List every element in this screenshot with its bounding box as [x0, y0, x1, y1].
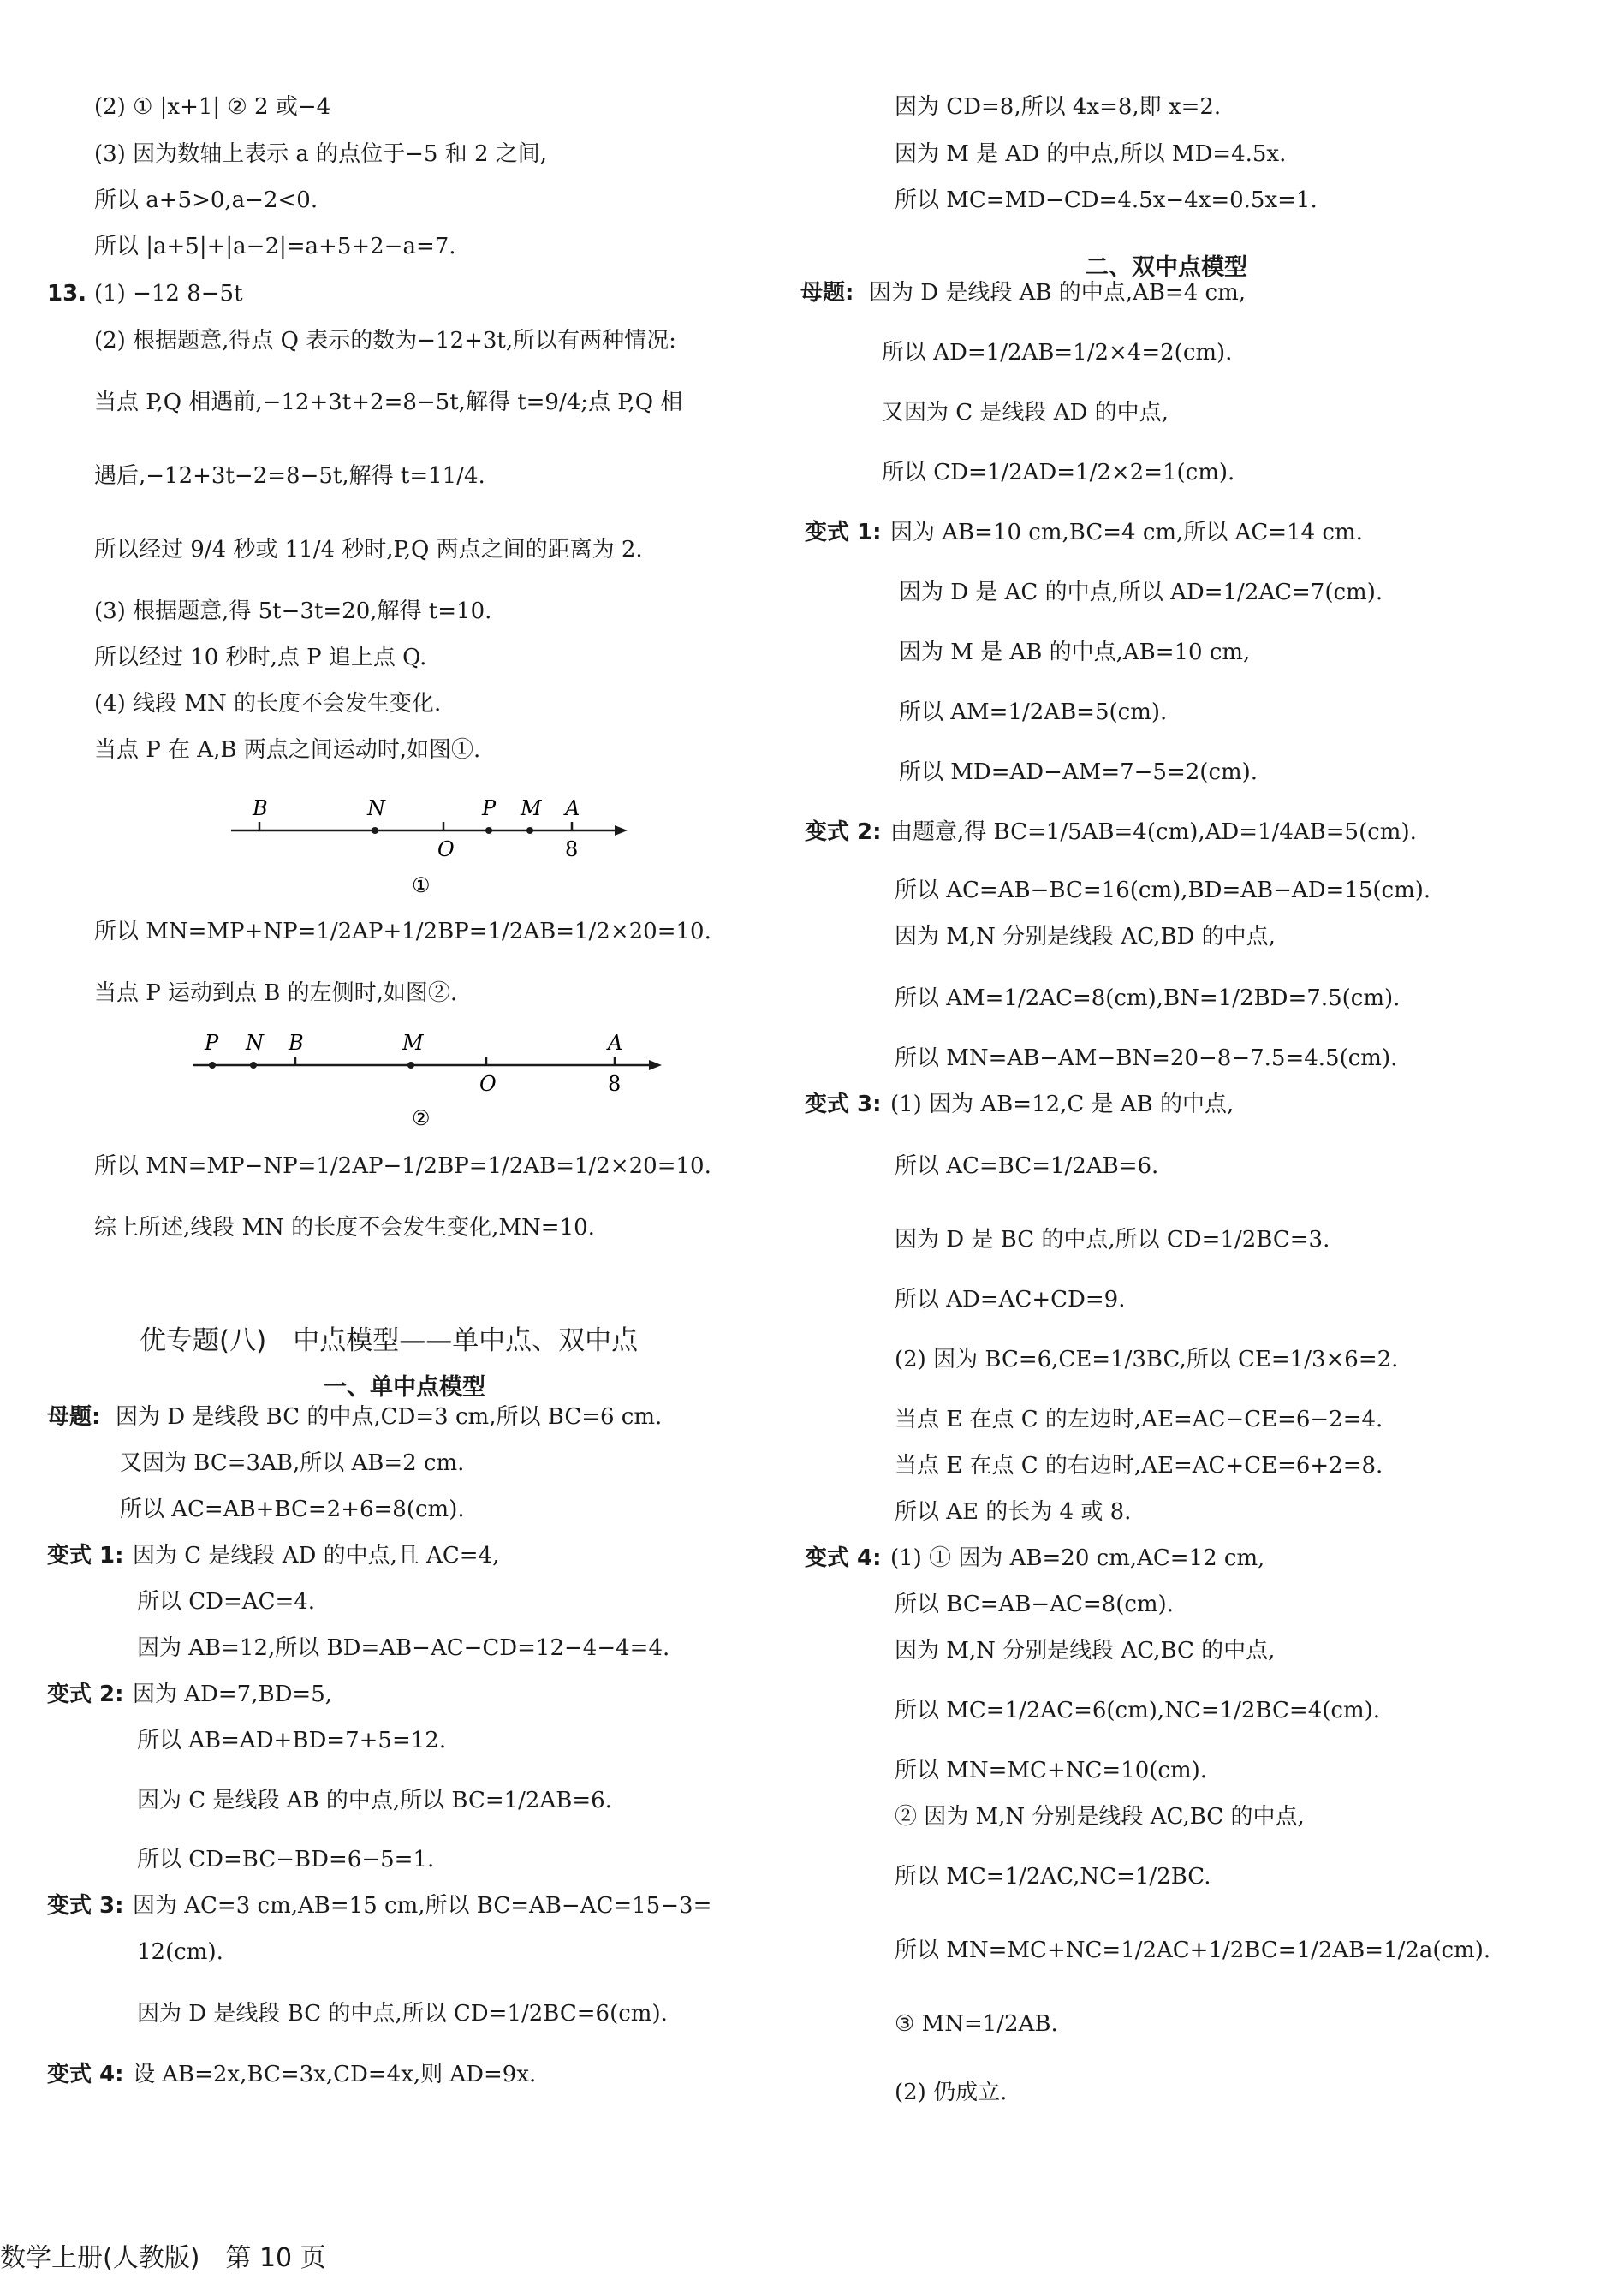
right-text-line: 所以 AM=1/2AB=5(cm). — [899, 699, 1168, 725]
right-text-line: 所以 MN=AB−AM−BN=20−8−7.5=4.5(cm). — [895, 1045, 1398, 1071]
left-text-line: 设 AB=2x,BC=3x,CD=4x,则 AD=9x. — [133, 2062, 537, 2087]
right-text-line: (2) 因为 BC=6,CE=1/3BC,所以 CE=1/3×6=2. — [895, 1347, 1399, 1372]
right-text-line: (1) 因为 AB=12,C 是 AB 的中点, — [890, 1092, 1234, 1117]
left-text-line: 因为 AD=7,BD=5, — [133, 1682, 333, 1707]
left-text-line: 因为 AC=3 cm,AB=15 cm,所以 BC=AB−AC=15−3= — [133, 1893, 712, 1919]
left-text-line: (3) 根据题意,得 5t−3t=20,解得 t=10. — [94, 598, 492, 624]
variant-label: 母题: — [47, 1404, 101, 1430]
right-text-line: 所以 AM=1/2AC=8(cm),BN=1/2BD=7.5(cm). — [895, 985, 1401, 1011]
right-text-line: 所以 CD=1/2AD=1/2×2=1(cm). — [882, 460, 1235, 485]
number-line-figure-2 — [184, 1027, 663, 1139]
subsection-single-midpoint: 一、单中点模型 — [324, 1374, 485, 1401]
variant-label: 变式 1: — [805, 520, 882, 545]
subsection-double-midpoint: 二、双中点模型 — [1086, 254, 1247, 281]
left-text-line: 所以 |a+5|+|a−2|=a+5+2−a=7. — [94, 234, 456, 259]
right-text-line: 所以 MD=AD−AM=7−5=2(cm). — [899, 759, 1258, 785]
fig1-label-P: P — [482, 796, 497, 820]
left-text-line: (2) 根据题意,得点 Q 表示的数为−12+3t,所以有两种情况: — [94, 328, 676, 354]
page-footer: 数学上册(人教版) 第 10 页 — [0, 2243, 326, 2273]
left-text-line: 综上所述,线段 MN 的长度不会发生变化,MN=10. — [94, 1215, 595, 1241]
left-text-line: 所以经过 10 秒时,点 P 追上点 Q. — [94, 645, 427, 670]
right-text-line: 所以 MC=1/2AC=6(cm),NC=1/2BC=4(cm). — [895, 1698, 1381, 1723]
right-text-line: 所以 AD=AC+CD=9. — [895, 1287, 1126, 1313]
left-text-line: 所以 a+5>0,a−2<0. — [94, 188, 318, 213]
fig1-tick-8: 8 — [565, 837, 579, 861]
right-text-line: 又因为 C 是线段 AD 的中点, — [882, 400, 1169, 426]
left-text-line: 因为 C 是线段 AB 的中点,所以 BC=1/2AB=6. — [137, 1788, 612, 1813]
right-text-line: ② 因为 M,N 分别是线段 AC,BC 的中点, — [895, 1804, 1305, 1830]
fig2-caption: ② — [412, 1106, 431, 1130]
right-text-line: 所以 AC=AB−BC=16(cm),BD=AB−AD=15(cm). — [895, 878, 1431, 903]
variant-label: 变式 2: — [47, 1682, 124, 1707]
variant-label: 变式 4: — [47, 2062, 124, 2087]
fig2-label-N: N — [246, 1031, 264, 1055]
variant-label: 变式 2: — [805, 819, 882, 845]
right-text-line: 所以 BC=AB−AC=8(cm). — [895, 1592, 1174, 1617]
fig1-caption: ① — [412, 873, 431, 897]
section-title: 优专题(八) 中点模型——单中点、双中点 — [140, 1325, 639, 1356]
left-text-line: (1) −12 8−5t — [94, 281, 243, 307]
left-text-line: 所以 AC=AB+BC=2+6=8(cm). — [120, 1497, 465, 1522]
right-text-line: 所以 MN=MC+NC=10(cm). — [895, 1758, 1208, 1783]
left-text-line: 又因为 BC=3AB,所以 AB=2 cm. — [120, 1450, 465, 1476]
right-text-line: 所以 AE 的长为 4 或 8. — [895, 1499, 1132, 1525]
right-text-line: 所以 AC=BC=1/2AB=6. — [895, 1153, 1159, 1179]
fig2-label-P: P — [205, 1031, 219, 1055]
right-text-line: 因为 M 是 AD 的中点,所以 MD=4.5x. — [895, 141, 1287, 167]
left-text-line: 因为 D 是线段 BC 的中点,CD=3 cm,所以 BC=6 cm. — [116, 1404, 663, 1430]
right-text-line: 所以 AD=1/2AB=1/2×4=2(cm). — [882, 340, 1233, 366]
left-text-line: 因为 D 是线段 BC 的中点,所以 CD=1/2BC=6(cm). — [137, 2001, 668, 2027]
number-line-figure-1 — [218, 795, 629, 906]
left-text-line: 当点 P 运动到点 B 的左侧时,如图②. — [94, 980, 458, 1006]
variant-label: 变式 4: — [805, 1545, 882, 1571]
right-text-line: 因为 M,N 分别是线段 AC,BD 的中点, — [895, 924, 1276, 949]
left-text-line: 当点 P,Q 相遇前,−12+3t+2=8−5t,解得 t=9/4;点 P,Q 相 — [94, 390, 683, 415]
left-text-line: 所以 AB=AD+BD=7+5=12. — [137, 1728, 447, 1753]
fig2-label-B: B — [289, 1031, 304, 1055]
left-text-line: 当点 P 在 A,B 两点之间运动时,如图①. — [94, 737, 481, 763]
fig2-label-M: M — [402, 1031, 424, 1055]
right-text-line: 因为 D 是 AC 的中点,所以 AD=1/2AC=7(cm). — [899, 580, 1383, 605]
right-text-line: 因为 D 是 BC 的中点,所以 CD=1/2BC=3. — [895, 1227, 1330, 1253]
right-text-line: 所以 MN=MC+NC=1/2AC+1/2BC=1/2AB=1/2a(cm). — [895, 1938, 1491, 1963]
right-text-line: 因为 CD=8,所以 4x=8,即 x=2. — [895, 94, 1222, 120]
variant-label: 母题: — [800, 280, 854, 306]
left-text-line: (3) 因为数轴上表示 a 的点位于−5 和 2 之间, — [94, 141, 548, 167]
variant-label: 变式 1: — [47, 1543, 124, 1569]
left-text-line: 因为 AB=12,所以 BD=AB−AC−CD=12−4−4=4. — [137, 1635, 670, 1661]
variant-label: 变式 3: — [47, 1893, 124, 1919]
right-text-line: 因为 M 是 AB 的中点,AB=10 cm, — [899, 640, 1251, 665]
left-text-line: (2) ① |x+1| ② 2 或−4 — [94, 94, 331, 120]
right-text-line: (1) ① 因为 AB=20 cm,AC=12 cm, — [890, 1545, 1265, 1571]
left-text-line: 所以经过 9/4 秒或 11/4 秒时,P,Q 两点之间的距离为 2. — [94, 537, 643, 563]
left-text-line: 因为 C 是线段 AD 的中点,且 AC=4, — [133, 1543, 500, 1569]
fig2-label-O: O — [479, 1072, 497, 1096]
right-text-line: 所以 MC=1/2AC,NC=1/2BC. — [895, 1864, 1211, 1890]
variant-label: 变式 3: — [805, 1092, 882, 1117]
fig1-label-A: A — [565, 796, 580, 820]
right-text-line: 因为 AB=10 cm,BC=4 cm,所以 AC=14 cm. — [890, 520, 1363, 545]
left-text-line: 所以 MN=MP−NP=1/2AP−1/2BP=1/2AB=1/2×20=10. — [94, 1153, 711, 1179]
right-text-line: ③ MN=1/2AB. — [895, 2011, 1058, 2037]
right-text-line: 因为 D 是线段 AB 的中点,AB=4 cm, — [869, 280, 1246, 306]
right-text-line: 所以 MC=MD−CD=4.5x−4x=0.5x=1. — [895, 188, 1318, 213]
left-text-line: 遇后,−12+3t−2=8−5t,解得 t=11/4. — [94, 463, 485, 489]
left-text-line: 所以 CD=BC−BD=6−5=1. — [137, 1847, 435, 1872]
fig1-label-B: B — [253, 796, 268, 820]
right-text-line: 当点 E 在点 C 的左边时,AE=AC−CE=6−2=4. — [895, 1407, 1383, 1432]
right-text-line: 当点 E 在点 C 的右边时,AE=AC+CE=6+2=8. — [895, 1453, 1383, 1479]
right-text-line: 由题意,得 BC=1/5AB=4(cm),AD=1/4AB=5(cm). — [890, 819, 1417, 845]
fig1-label-M: M — [521, 796, 542, 820]
right-text-line: (2) 仍成立. — [895, 2080, 1008, 2105]
fig2-tick-8: 8 — [608, 1072, 622, 1096]
left-text-line: 所以 MN=MP+NP=1/2AP+1/2BP=1/2AB=1/2×20=10. — [94, 919, 711, 944]
left-text-line: (4) 线段 MN 的长度不会发生变化. — [94, 691, 442, 717]
right-text-line: 因为 M,N 分别是线段 AC,BC 的中点, — [895, 1638, 1276, 1664]
fig1-label-O: O — [437, 837, 455, 861]
left-text-line: 12(cm). — [137, 1939, 223, 1965]
fig1-label-N: N — [367, 796, 385, 820]
left-text-line: 所以 CD=AC=4. — [137, 1589, 316, 1615]
problem-number: 13. — [47, 281, 87, 307]
fig2-label-A: A — [608, 1031, 623, 1055]
